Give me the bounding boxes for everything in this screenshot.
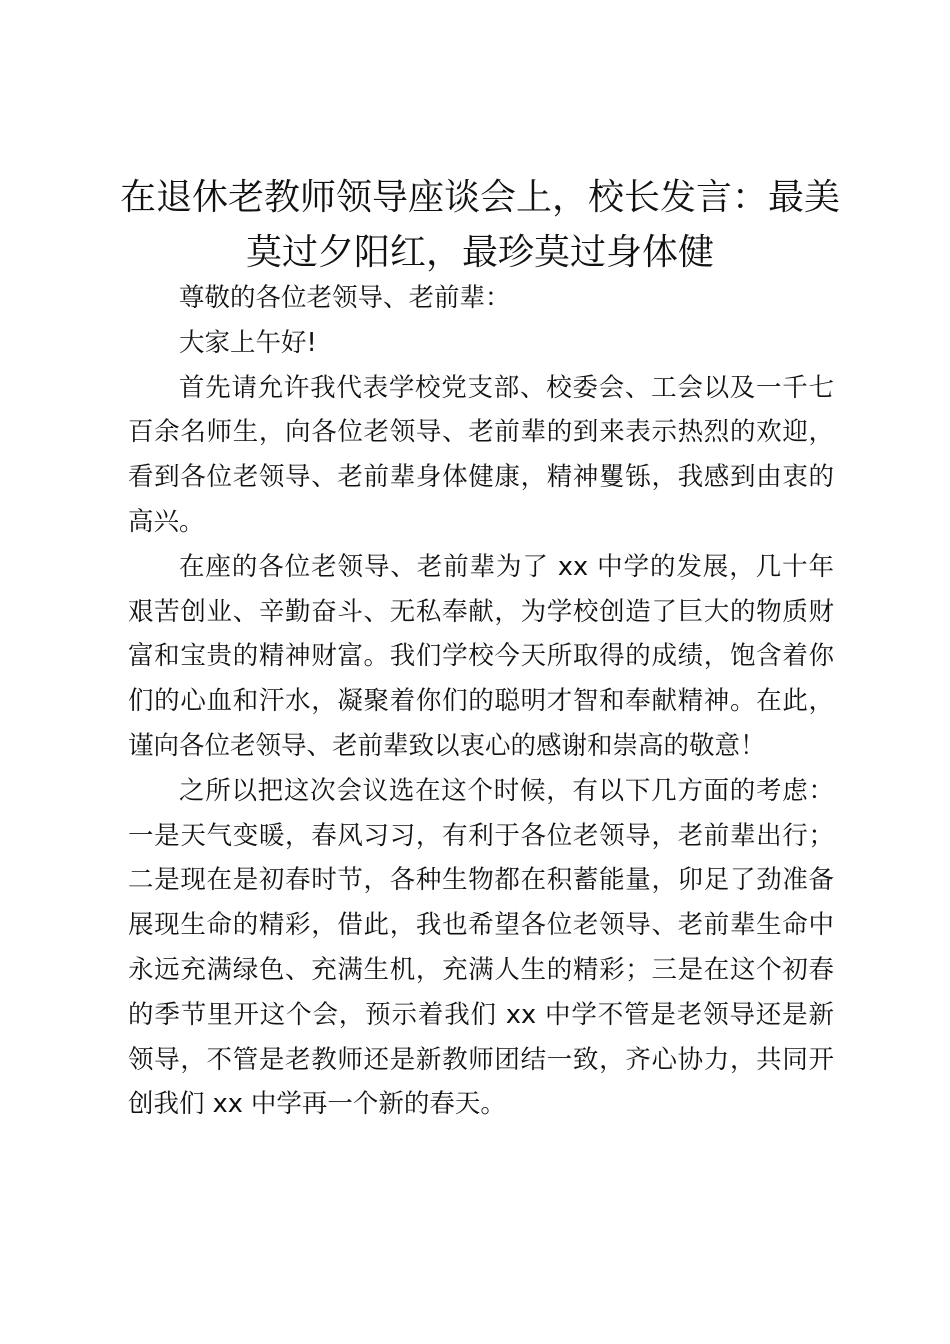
document-body xyxy=(128,276,834,1127)
paragraph-gratitude: 在座的各位老领导、老前辈为了 xx 中学的发展，几十年艰苦创业、辛勤奋斗、无私奉献，为学校创造了巨大的物质财富和宝贵的精神财富。我们学校今天所取得的成绩，饱含着你们的心血和汗水，凝聚着你们的聪明才智和奉献精神。在此，谨向各位老领导、老前辈致以衷心的感谢和崇高的敬意！ xyxy=(128,551,834,761)
greeting: 大家上午好! xyxy=(179,327,317,358)
paragraph-reasons: 之所以把这次会议选在这个时候，有以下几方面的考虑：一是天气变暖，春风习习，有利于各位老领导，老前辈出行；二是现在是初春时节，各种生物都在积蓄能量，卯足了劲准备展现生命的精彩，借此，我也希望各位老领导、老前辈生命中永远充满绿色、充满生机，充满人生的精彩；三是在这个初春的季节里开这个会，预示着我们 xx 中学不管是老领导还是新领导，不管是老教师还是新教师团结一致，齐心协力，共同开创我们 xx 中学再一个新的春天。 xyxy=(128,775,834,1120)
document-title: 在退休老教师领导座谈会上，校长发言：最美莫过夕阳红，最珍莫过身体健 xyxy=(119,177,840,273)
paragraph-welcome: 首先请允许我代表学校党支部、校委会、工会以及一千七百余名师生，向各位老领导、老前辈的到来表示热烈的欢迎，看到各位老领导、老前辈身体健康，精神矍铄，我感到由衷的高兴。 xyxy=(128,372,834,537)
salutation: 尊敬的各位老领导、老前辈： xyxy=(179,283,511,313)
